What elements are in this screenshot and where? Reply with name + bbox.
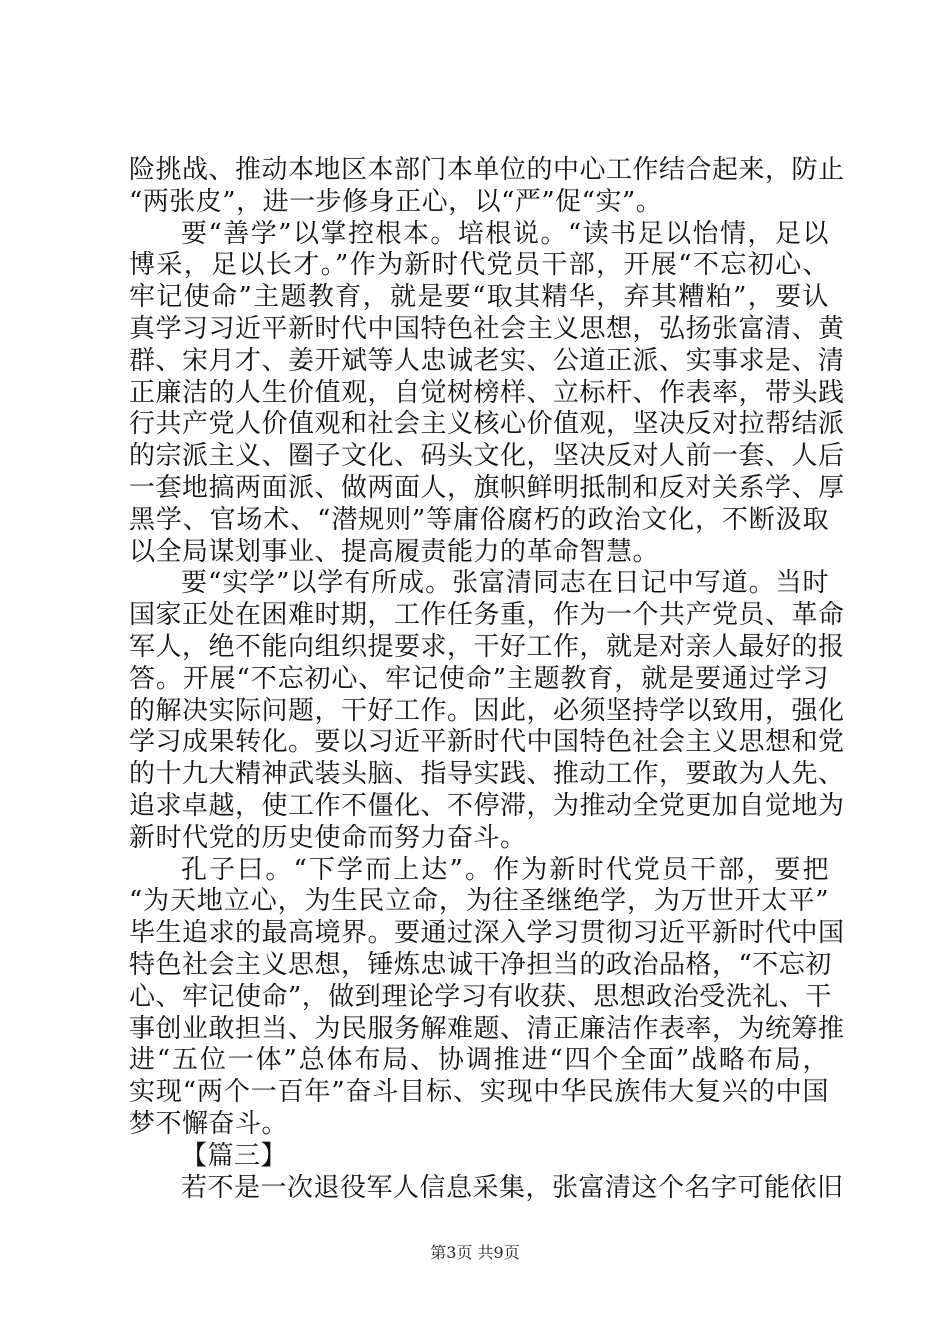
text-line: 牢记使命”主题教育，就是要“取其精华，弃其糟粕”，要认 (129, 282, 829, 313)
text-line: 事创业敢担当、为民服务解难题、清正廉洁作表率，为统筹推 (129, 1013, 845, 1044)
text-line: 黑学、官场术、“潜规则”等庸俗腐朽的政治文化，不断汲取 (129, 504, 829, 535)
text-line: 追求卓越，使工作不僵化、不停滞，为推动全党更加自觉地为 (129, 790, 845, 821)
text-line: 特色社会主义思想，锤炼忠诚干净担当的政治品格，“不忘初 (129, 949, 832, 980)
text-line: “为天地立心，为生民立命，为往圣继绝学，为万世开太平” (129, 886, 829, 917)
text-line: 答。开展“不忘初心、牢记使命”主题教育，就是要通过学习 (129, 663, 829, 694)
text-line: 实现“两个一百年”奋斗目标、实现中华民族伟大复兴的中国 (129, 1077, 829, 1108)
text-line: 群、宋月才、姜开斌等人忠诚老实、公道正派、实事求是、清 (129, 345, 845, 376)
paragraph-start-line: 要“实学”以学有所成。张富清同志在日记中写道。当时 (181, 568, 829, 599)
section-heading: 【篇三】 (181, 1140, 288, 1171)
page-footer: 第3页 共9页 (430, 1243, 520, 1262)
paragraph-start-line: 要“善学”以掌控根本。培根说。“读书足以怡情，足以 (181, 218, 829, 249)
text-line: 进“五位一体”总体布局、协调推进“四个全面”战略布局， (129, 1045, 829, 1076)
text-line: 博采，足以长才。”作为新时代党员干部，开展“不忘初心、 (129, 250, 829, 281)
body-text (129, 155, 845, 1204)
text-line: 军人，绝不能向组织提要求，干好工作，就是对亲人最好的报 (129, 631, 845, 662)
text-line: 学习成果转化。要以习近平新时代中国特色社会主义思想和党 (129, 727, 845, 758)
text-line: 心、牢记使命”，做到理论学习有收获、思想政治受洗礼、干 (129, 981, 832, 1012)
text-line: 真学习习近平新时代中国特色社会主义思想，弘扬张富清、黄 (129, 313, 845, 344)
text-line: 的解决实际问题，干好工作。因此，必须坚持学以致用，强化 (129, 695, 845, 726)
paragraph-start-line: 孔子曰。“下学而上达”。作为新时代党员干部，要把 (181, 854, 829, 885)
paragraph-start-line: 若不是一次退役军人信息采集，张富清这个名字可能依旧 (181, 1172, 844, 1203)
text-line: 的宗派主义、圈子文化、码头文化，坚决反对人前一套、人后 (129, 441, 845, 472)
text-line: “两张皮”，进一步修身正心，以“严”促“实”。 (129, 186, 663, 217)
text-line: 国家正处在困难时期，工作任务重，作为一个共产党员、革命 (129, 600, 845, 631)
text-line: 毕生追求的最高境界。要通过深入学习贯彻习近平新时代中国 (129, 918, 845, 949)
text-line: 以全局谋划事业、提高履责能力的革命智慧。 (129, 536, 660, 567)
text-line: 行共产党人价值观和社会主义核心价值观，坚决反对拉帮结派 (129, 409, 845, 440)
text-line: 险挑战、推动本地区本部门本单位的中心工作结合起来，防止 (129, 155, 845, 185)
text-line: 新时代党的历史使命而努力奋斗。 (129, 822, 527, 853)
text-line: 正廉洁的人生价值观，自觉树榜样、立标杆、作表率，带头践 (129, 377, 845, 408)
text-line: 的十九大精神武装头脑、指导实践、推动工作，要敢为人先、 (129, 759, 845, 790)
text-line: 一套地搞两面派、做两面人，旗帜鲜明抵制和反对关系学、厚 (129, 472, 845, 503)
text-line: 梦不懈奋斗。 (129, 1108, 289, 1139)
